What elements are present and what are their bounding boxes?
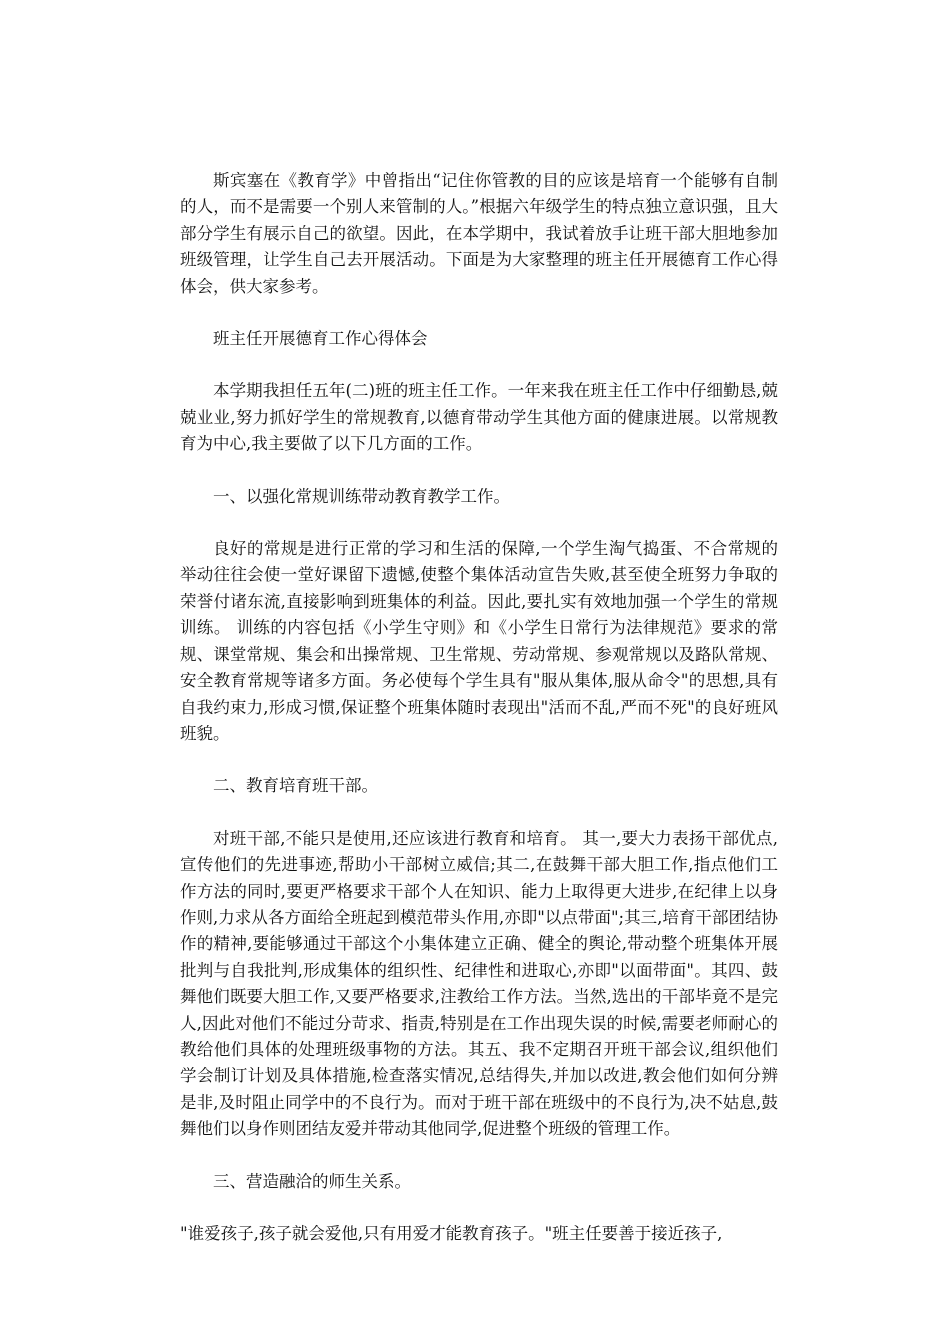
document-page: [180, 168, 778, 1273]
document-title: 班主任开展德育工作心得体会: [213, 329, 428, 349]
section-heading-2: 二、教育培育班干部。: [213, 776, 378, 796]
body-paragraph: 对班干部,不能只是使用,还应该进行教育和培育。 其一,要大力表扬干部优点,宣传他们的先进事迹,帮助小干部树立威信;其二,在鼓舞干部大胆工作,指点他们工作方法的同时,要更严格要求干部个人在知识、能力上取得更大进步,在纪律上以身作则,力求从各方面给全班起到模范带头作用,亦即"以点带面";其三,培育干部团结协作的精神,要能够通过干部这个小集体建立正确、健全的舆论,带动整个班集体开展批判与自我批判,形成集体的组织性、纪律性和进取心,亦即"以面带面"。其四、鼓舞他们既要大胆工作,又要严格要求,注教给工作方法。当然,选出的干部毕竟不是完人,因此对他们不能过分苛求、指责,特别是在工作出现失误的时候,需要老师耐心的教给他们具体的处理班级事物的方法。其五、我不定期召开班干部会议,组织他们学会制订计划及具体措施,检查落实情况,总结得失,并加以改进,教会他们如何分辨是非,及时阻止同学中的不良行为。而对于班干部在班级中的不良行为,决不姑息,鼓舞他们以身作则团结友爱并带动其他同学,促进整个班级的管理工作。: [180, 828, 778, 1139]
body-paragraph: "谁爱孩子,孩子就会爱他,只有用爱才能教育孩子。"班主任要善于接近孩子,: [180, 1224, 723, 1243]
section-heading-3: 三、营造融洽的师生关系。: [213, 1171, 411, 1191]
body-paragraph: 良好的常规是进行正常的学习和生活的保障,一个学生淘气捣蛋、不合常规的举动往往会使一堂好课留下遗憾,使整个集体活动宣告失败,甚至使全班努力争取的荣誉付诸东流,直接影响到班集体的利益。因此,要扎实有效地加强一个学生的常规训练。 训练的内容包括《小学生守则》和《小学生日常行为法律规范》要求的常规、课堂常规、集会和出操常规、卫生常规、劳动常规、参观常规以及路队常规、安全教育常规等诸多方面。务必使每个学生具有"服从集体,服从命令"的思想,具有自我约束力,形成习惯,保证整个班集体随时表现出"活而不乱,严而不死"的良好班风班貌。: [180, 539, 778, 743]
section-heading-1: 一、以强化常规训练带动教育教学工作。: [213, 486, 510, 506]
intro-paragraph: 斯宾塞在《教育学》中曾指出“记住你管教的目的应该是培育一个能够有自制的人，而不是需要一个别人来管制的人。”根据六年级学生的特点独立意识强，且大部分学生有展示自己的欲望。因此，在本学期中，我试着放手让班干部大胆地参加班级管理，让学生自己去开展活动。下面是为大家整理的班主任开展德育工作心得体会，供大家参考。: [180, 171, 778, 296]
body-paragraph: 本学期我担任五年(二)班的班主任工作。一年来我在班主任工作中仔细勤恳,兢兢业业,努力抓好学生的常规教育,以德育带动学生其他方面的健康进展。以常规教育为中心,我主要做了以下几方面的工作。: [180, 381, 778, 454]
